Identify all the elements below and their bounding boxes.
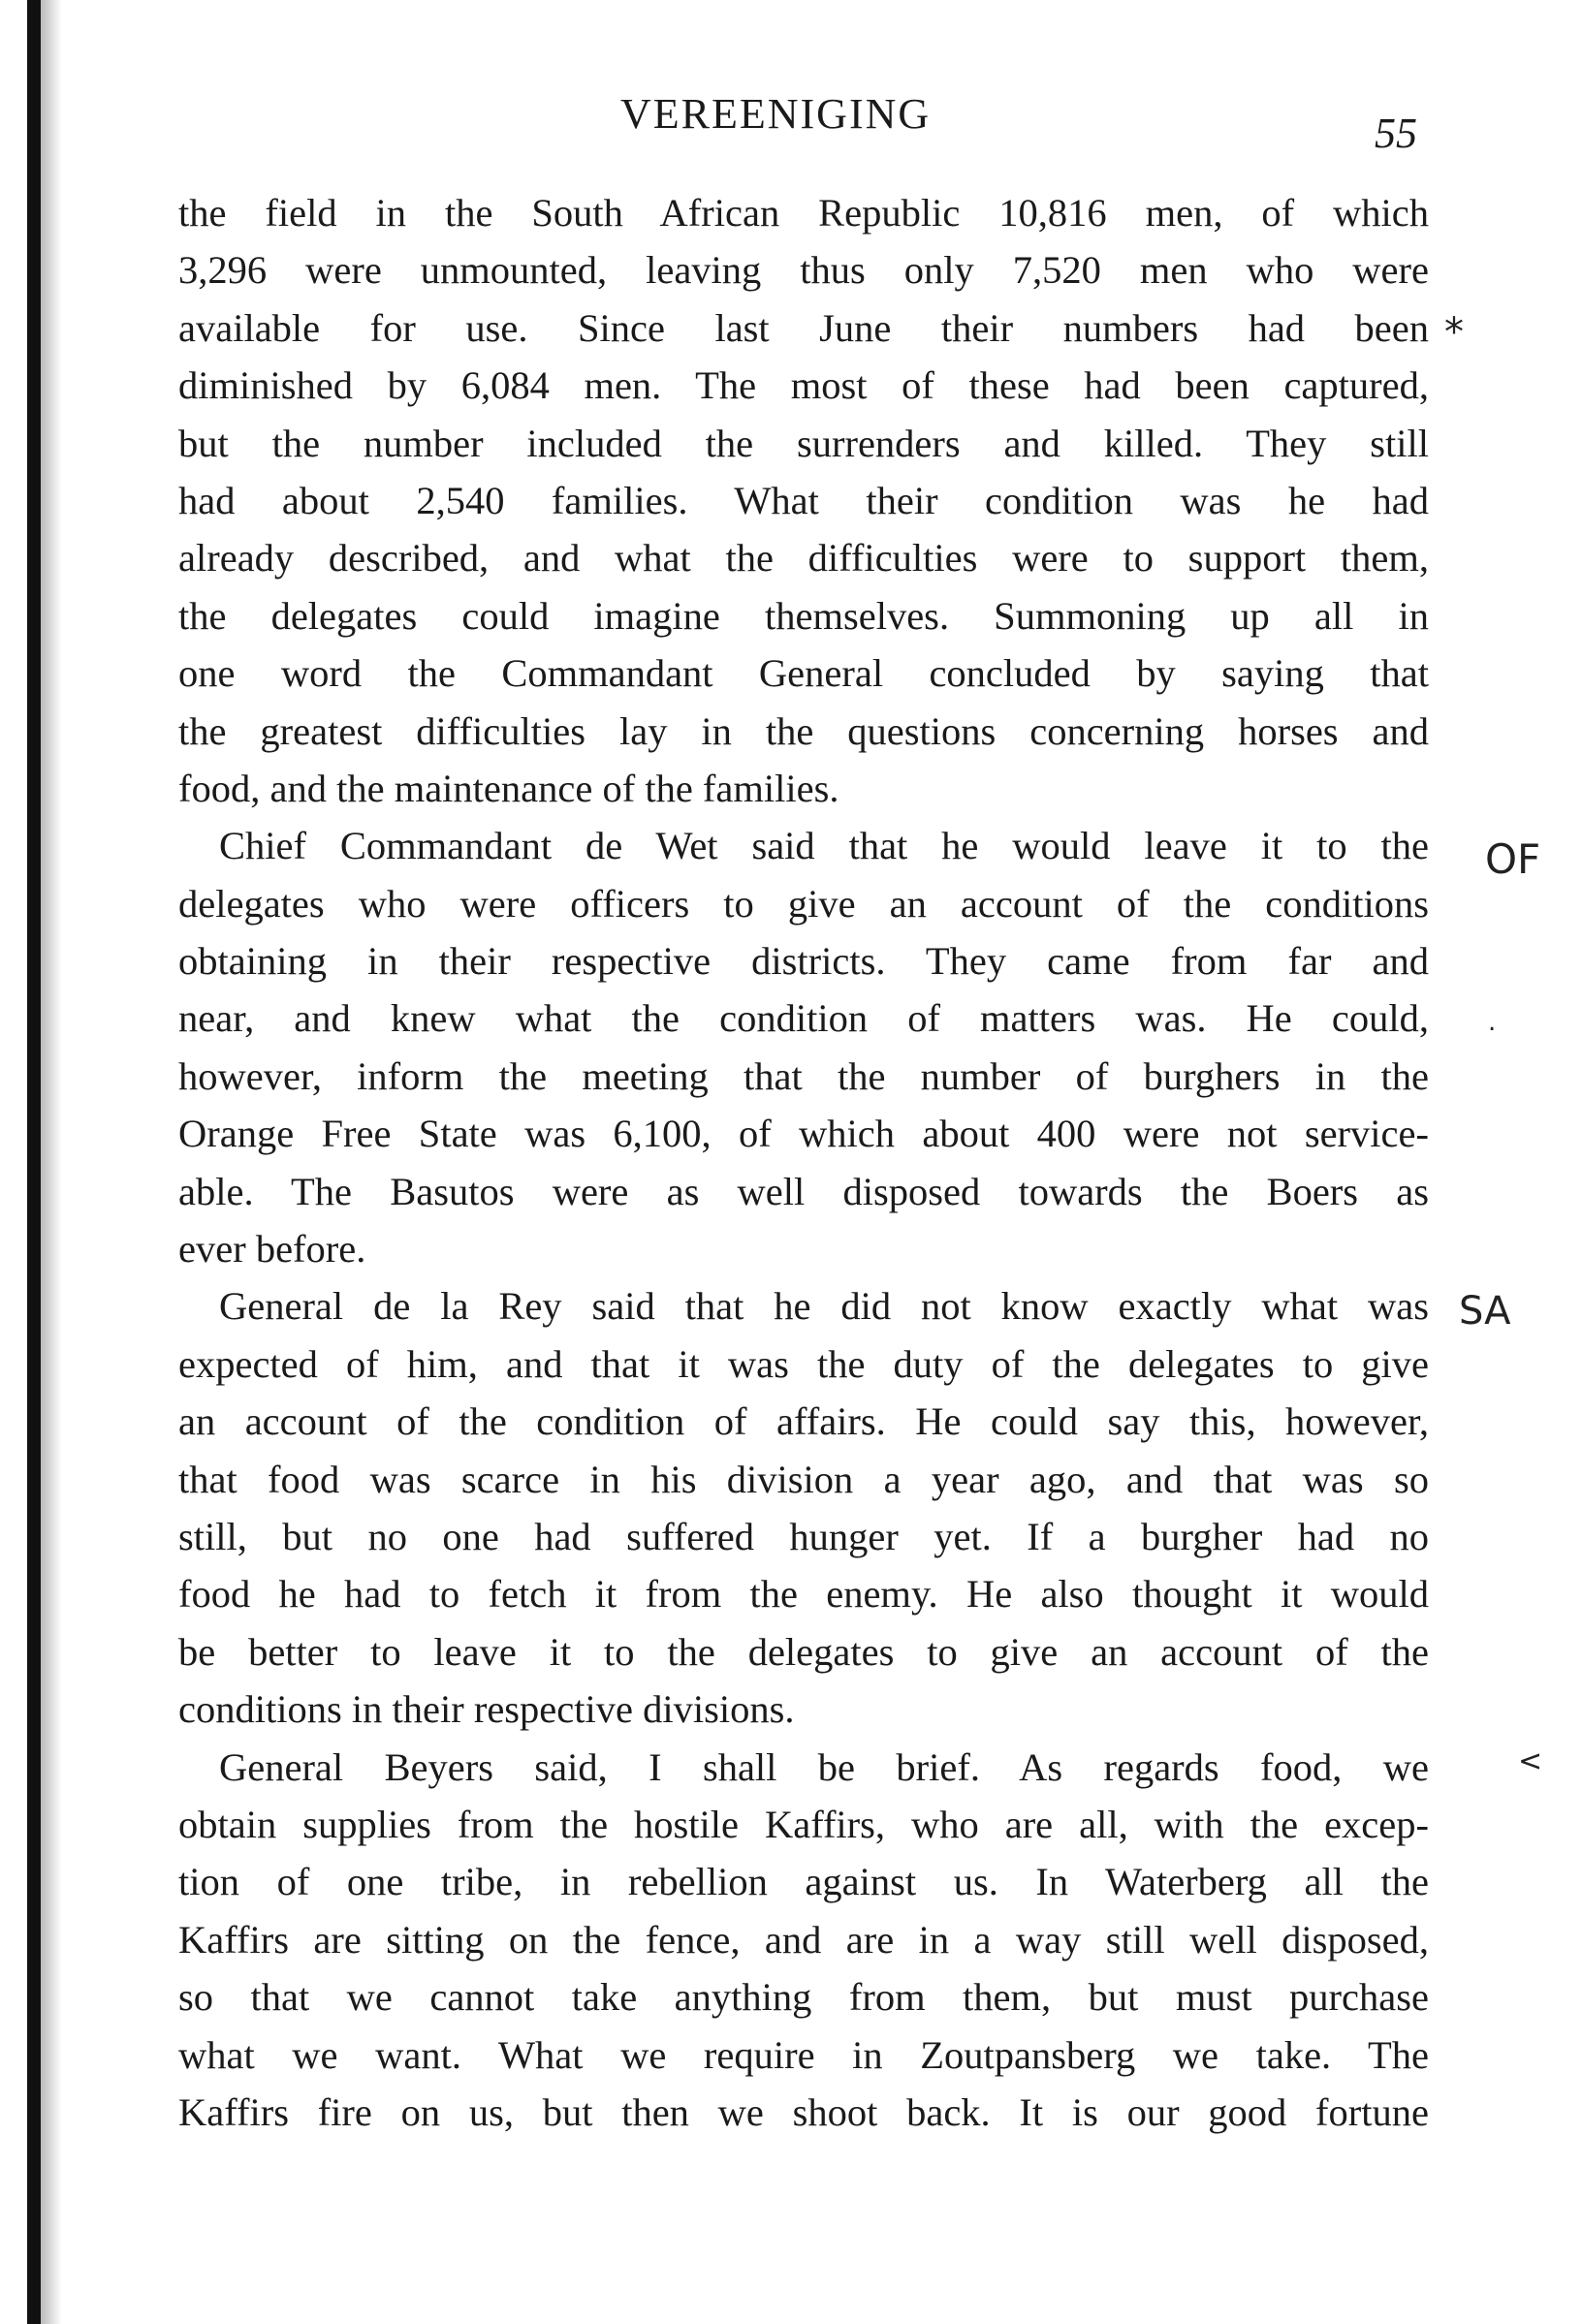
text-line: Kaffirs are sitting on the fence, and are in a way still well disposed, [178, 1917, 1429, 1962]
margin-note-lt: < [1518, 1744, 1543, 1778]
margin-note-star: * [1444, 310, 1464, 355]
text-line: be better to leave it to the delegates to give an account of the [178, 1629, 1429, 1674]
text-line: an account of the condition of affairs. He could say this, however, [178, 1399, 1429, 1444]
text-line-paragraph-end: food, and the maintenance of the families. [178, 766, 839, 810]
text-line: available for use. Since last June their numbers had been [178, 305, 1429, 350]
text-line-paragraph-start: General de la Rey said that he did not know exactly what was [219, 1284, 1429, 1329]
text-line: one word the Commandant General concluded by saying that [178, 651, 1429, 696]
text-line: the field in the South African Republic 10,816 men, of which [178, 191, 1429, 235]
text-line: near, and knew what the condition of matters was. He could, [178, 996, 1429, 1041]
text-line: able. The Basutos were as well disposed towards the Boers as [178, 1169, 1429, 1213]
body-text [178, 184, 1429, 2141]
running-title: VEREENIGING [620, 90, 932, 138]
text-line: Kaffirs fire on us, but then we shoot back. It is our good fortune [178, 2089, 1429, 2134]
text-line: the greatest difficulties lay in the questions concerning horses and [178, 708, 1429, 753]
text-line: 3,296 were unmounted, leaving thus only 7,520 men who were [178, 248, 1429, 293]
text-line: so that we cannot take anything from them, but must purchase [178, 1975, 1429, 2020]
text-line-paragraph-end: conditions in their respective divisions. [178, 1687, 795, 1732]
margin-note-of: OF [1485, 835, 1541, 883]
text-line-paragraph-start: General Beyers said, I shall be brief. As regards food, we [219, 1744, 1429, 1789]
binding-shadow [41, 0, 62, 2324]
text-line: the delegates could imagine themselves. Summoning up all in [178, 593, 1429, 638]
text-line-paragraph-start: Chief Commandant de Wet said that he would leave it to the [219, 824, 1429, 868]
text-line-paragraph-end: ever before. [178, 1227, 366, 1272]
text-line: expected of him, and that it was the duty of the delegates to give [178, 1341, 1429, 1386]
text-line: but the number included the surrenders and killed. They still [178, 421, 1429, 465]
text-line: what we want. What we require in Zoutpansberg we take. The [178, 2032, 1429, 2077]
text-line: obtaining in their respective districts. They came from far and [178, 939, 1429, 984]
text-line: diminished by 6,084 men. The most of these had been captured, [178, 363, 1429, 408]
margin-note-sa: SA [1459, 1289, 1511, 1334]
margin-note-dot: . [1488, 1008, 1497, 1037]
page-number: 55 [1375, 110, 1417, 157]
text-line: already described, and what the difficulties were to support them, [178, 536, 1429, 581]
text-line: however, inform the meeting that the number of burghers in the [178, 1053, 1429, 1098]
text-line: tion of one tribe, in rebellion against us. In Waterberg all the [178, 1860, 1429, 1904]
text-line: that food was scarce in his division a year ago, and that was so [178, 1457, 1429, 1501]
text-line: food he had to fetch it from the enemy. He also thought it would [178, 1572, 1429, 1617]
text-line: obtain supplies from the hostile Kaffirs, who are all, with the excep- [178, 1802, 1429, 1846]
text-line: had about 2,540 families. What their condition was he had [178, 478, 1429, 522]
running-head [0, 89, 1582, 157]
text-line: delegates who were officers to give an account of the conditions [178, 881, 1429, 926]
text-line: still, but no one had suffered hunger yet. If a burgher had no [178, 1514, 1429, 1558]
text-line: Orange Free State was 6,100, of which about 400 were not service- [178, 1112, 1429, 1156]
book-binding-edge [27, 0, 41, 2324]
